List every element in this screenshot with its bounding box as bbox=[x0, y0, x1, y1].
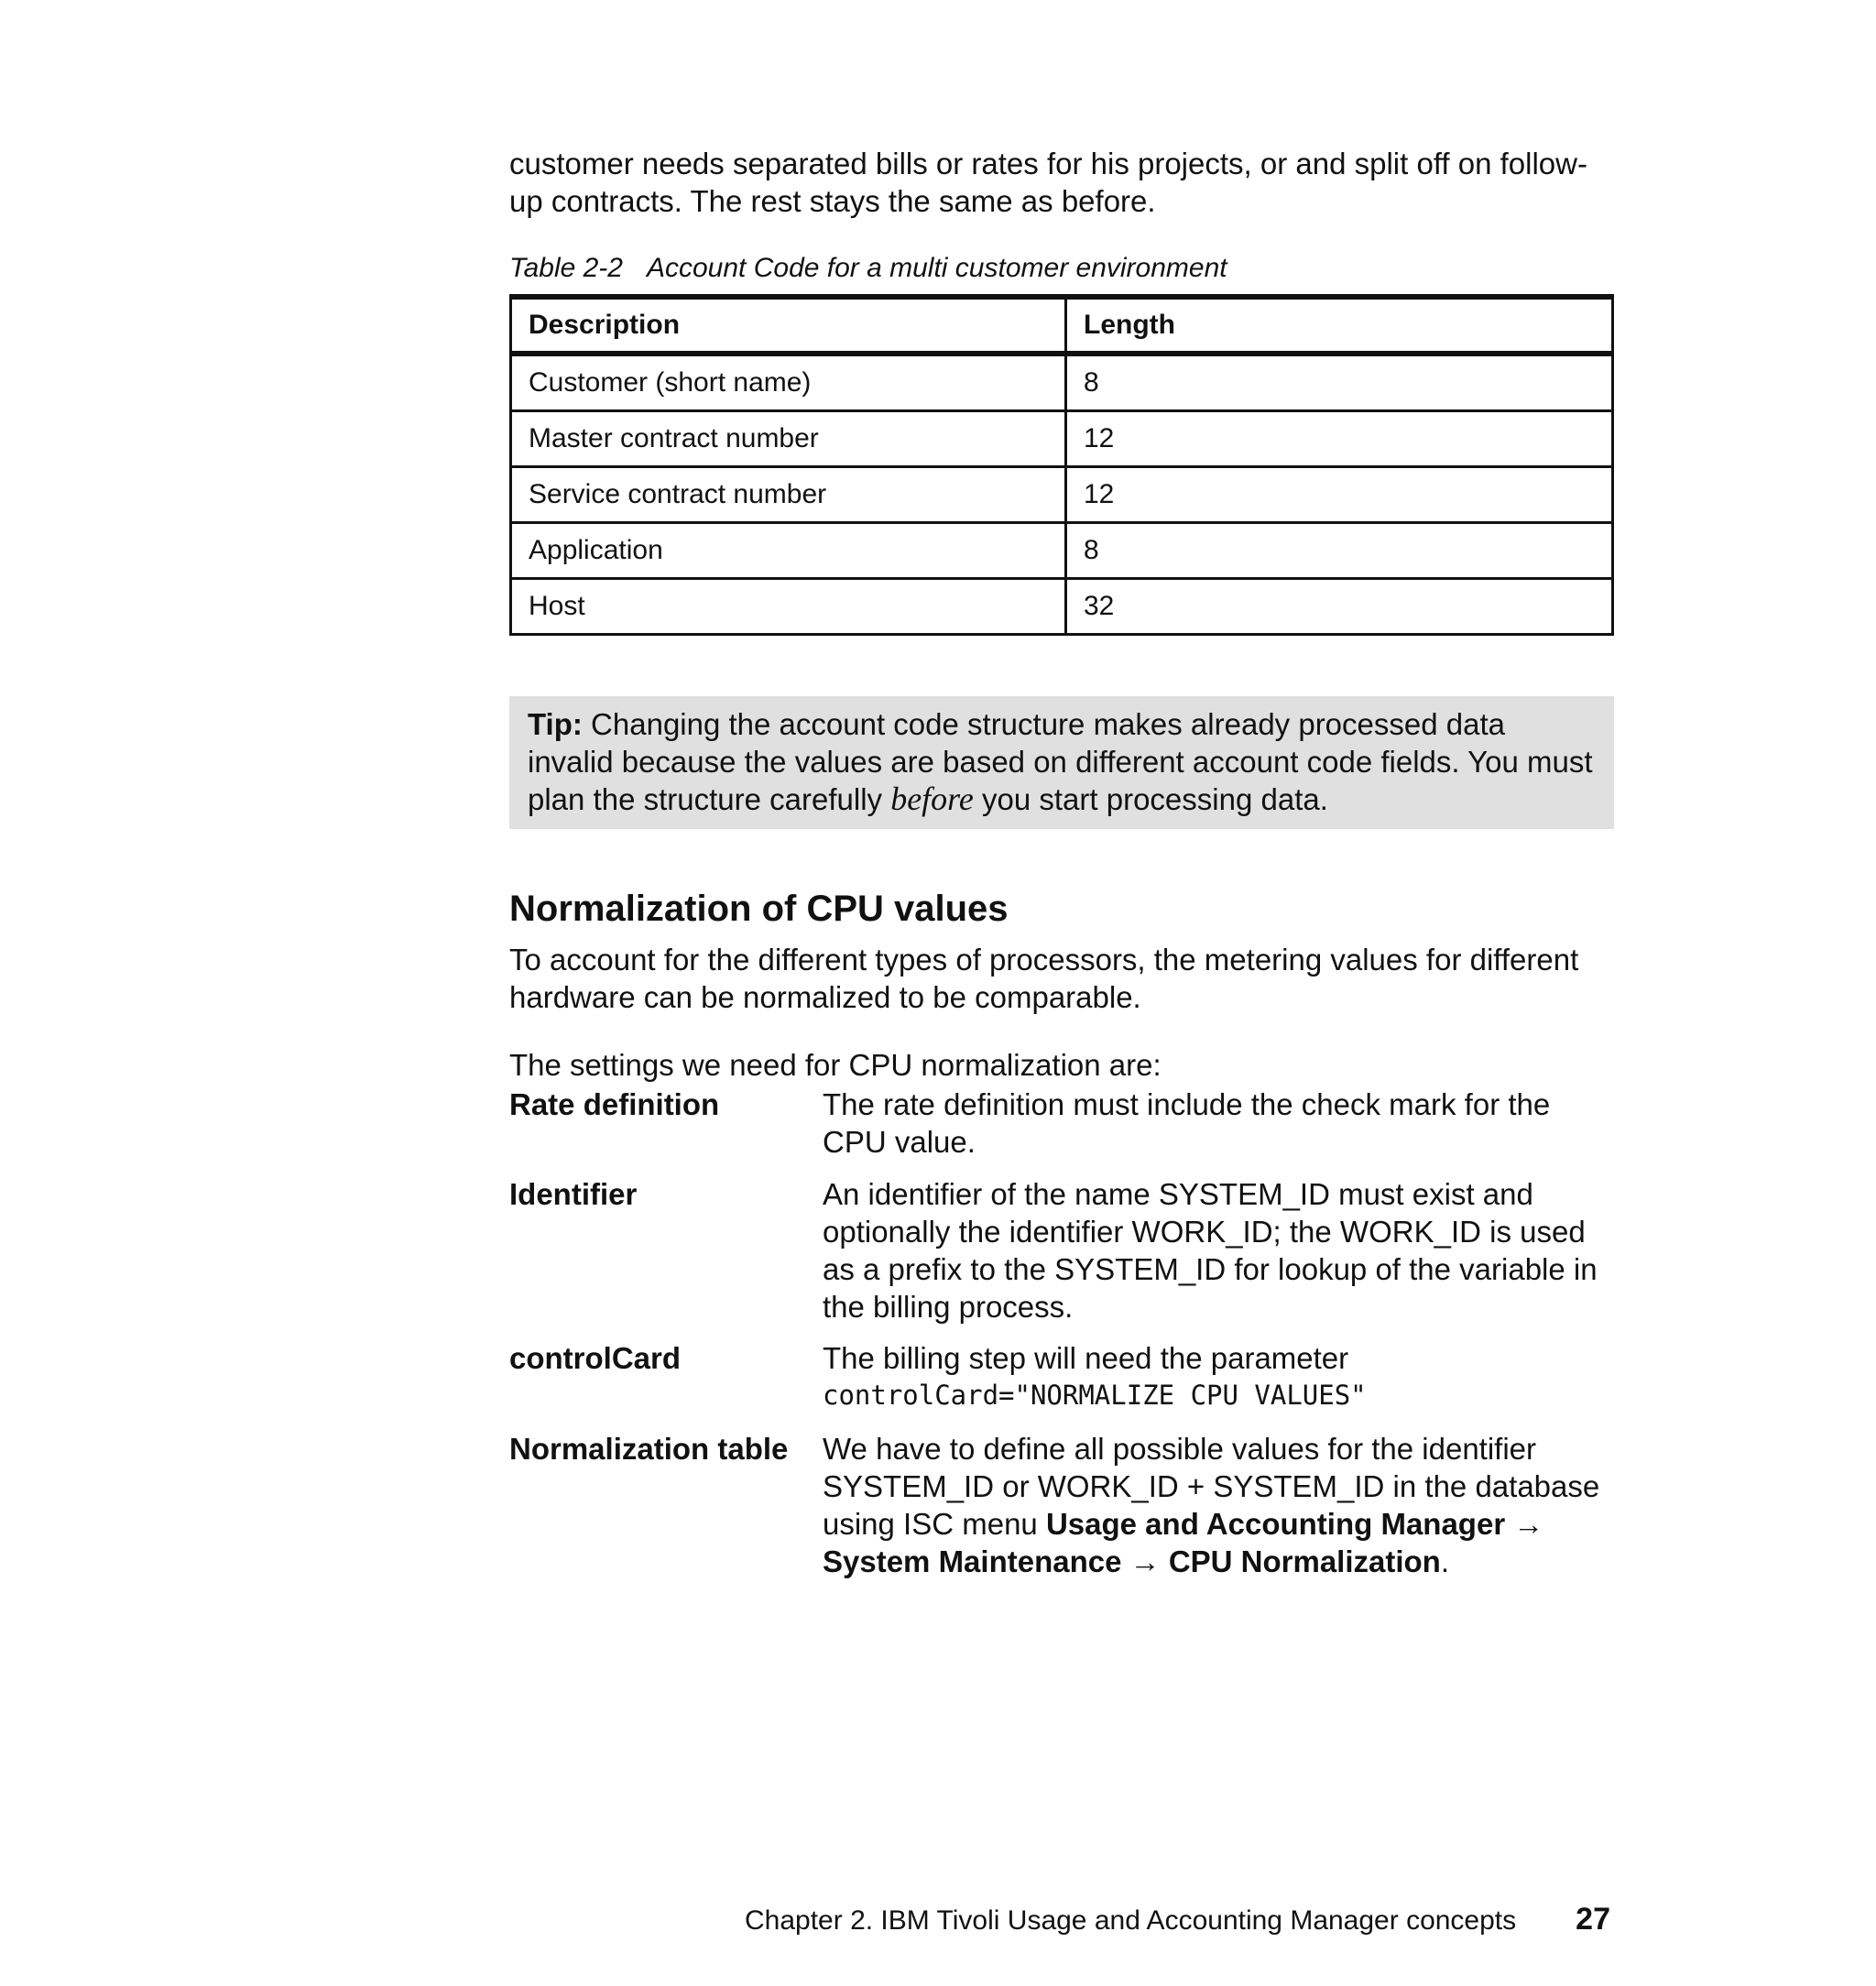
definition-text: An identifier of the name SYSTEM_ID must exist and optionally the identifier WORK_ID; the WORK_ID is used as a prefix to the SYSTEM_ID for lookup of the variable in the billing process. bbox=[823, 1177, 1598, 1324]
intro-paragraph: customer needs separated bills or rates for his projects, or and split off on follow-up contracts. The rest stays the same as before. bbox=[509, 147, 1587, 218]
table-row bbox=[511, 523, 1613, 579]
menu-cpu-normalization: CPU Normalization bbox=[1168, 1544, 1441, 1578]
table-header-row bbox=[511, 297, 1613, 354]
cell-description: Application bbox=[511, 523, 1066, 579]
definition-text: The rate definition must include the check mark for the CPU value. bbox=[823, 1087, 1551, 1159]
definition-term: Identifier bbox=[509, 1177, 638, 1211]
tip-text-after: you start processing data. bbox=[973, 782, 1328, 816]
table-row bbox=[511, 467, 1613, 523]
cell-description: Customer (short name) bbox=[511, 354, 1066, 411]
menu-system-maintenance: System Maintenance bbox=[823, 1544, 1122, 1578]
account-code-table bbox=[509, 294, 1614, 636]
definition-term: controlCard bbox=[509, 1341, 682, 1375]
definition-text-start: We have to define all possible values for the identifier SYSTEM_ID or WORK_ID + SYSTEM_ID in the database using ISC menu bbox=[823, 1432, 1600, 1541]
page-number: 27 bbox=[1576, 1902, 1610, 1937]
tip-box bbox=[509, 696, 1614, 829]
cell-length: 32 bbox=[1066, 579, 1613, 635]
table-row bbox=[511, 579, 1613, 635]
menu-arrow: → bbox=[1121, 1544, 1169, 1578]
table-caption bbox=[509, 253, 1227, 284]
definition-text bbox=[823, 1430, 1620, 1580]
header-description: Description bbox=[511, 297, 1066, 354]
definition-term: Normalization table bbox=[509, 1432, 789, 1466]
cell-length: 12 bbox=[1066, 467, 1613, 523]
cell-length: 8 bbox=[1066, 523, 1613, 579]
cell-length: 12 bbox=[1066, 411, 1613, 467]
cell-description: Host bbox=[511, 579, 1066, 635]
code-snippet: controlCard="NORMALIZE CPU VALUES" bbox=[823, 1380, 1367, 1411]
cell-description: Master contract number bbox=[511, 411, 1066, 467]
tip-label: Tip: bbox=[528, 707, 583, 741]
cell-description: Service contract number bbox=[511, 467, 1066, 523]
menu-arrow: → bbox=[1505, 1507, 1544, 1541]
section-heading: Normalization of CPU values bbox=[509, 889, 1009, 929]
cell-length: 8 bbox=[1066, 354, 1613, 411]
definition-text bbox=[823, 1339, 1620, 1414]
definition-term: Rate definition bbox=[509, 1087, 720, 1121]
header-length: Length bbox=[1066, 297, 1613, 354]
tip-emphasis: before bbox=[890, 780, 974, 817]
definition-text-line: The billing step will need the parameter bbox=[823, 1341, 1349, 1375]
table-row bbox=[511, 411, 1613, 467]
menu-usage-accounting-manager: Usage and Accounting Manager bbox=[1045, 1507, 1506, 1541]
tip-text-before: Changing the account code structure makes already processed data invalid because the values are based on different account code fields. You must plan the structure carefully bbox=[528, 707, 1593, 816]
table-caption-number: Table 2-2 bbox=[509, 253, 623, 283]
section-paragraph: To account for the different types of processors, the metering values for different hardware can be normalized to be comparable. bbox=[509, 943, 1579, 1014]
table-caption-title: Account Code for a multi customer environment bbox=[646, 253, 1227, 283]
sentence-end: . bbox=[1440, 1544, 1450, 1578]
footer-chapter: Chapter 2. IBM Tivoli Usage and Accounting Manager concepts bbox=[745, 1905, 1517, 1936]
settings-intro: The settings we need for CPU normalization are: bbox=[509, 1048, 1162, 1082]
table-row bbox=[511, 354, 1613, 411]
